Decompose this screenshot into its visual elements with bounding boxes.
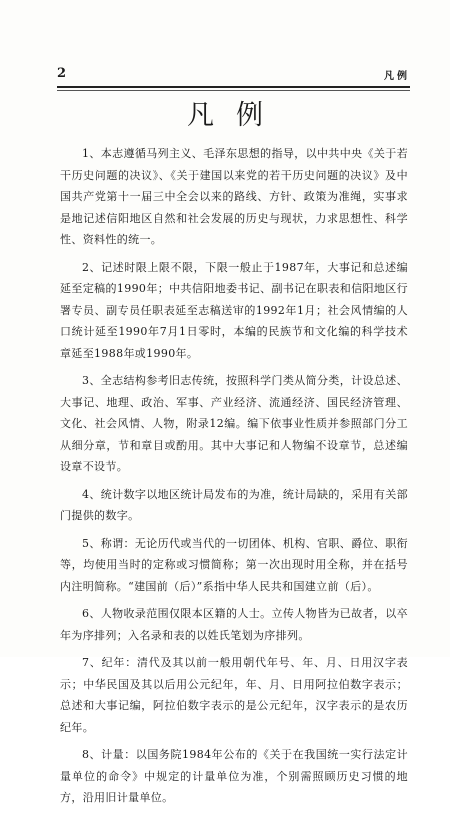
page-title: 凡例: [187, 100, 285, 131]
header-rule-thick: [57, 86, 410, 88]
paragraph-6: 6、人物收录范围仅限本区籍的人士。立传人物皆为已故者，以卒年为序排列；入名录和表的以姓氏笔划为序排列。: [60, 607, 408, 642]
document-body: [60, 143, 408, 815]
running-head: 凡例: [384, 71, 410, 82]
page-number: 2: [57, 66, 67, 81]
paragraph-3: 3、全志结构参考旧志传统，按照科学门类从简分类，计设总述、大事记、地理、政治、军事、产业经济、流通经济、国民经济管理、文化、社会风情、人物，附录12编。编下依事业性质并参照部门分工从细分章，节和章目或酌用。其中大事记和人物编不设章节，总述编设章不设节。: [60, 374, 408, 473]
page-header: [57, 66, 410, 84]
paragraph-7: 7、纪年：清代及其以前一般用朝代年号、年、月、日用汉字表示；中华民国及其以后用公元纪年，年、月、日用阿拉伯数字表示；总述和大事记编，阿拉伯数字表示的是公元纪年，汉字表示的是农历纪年。: [60, 656, 408, 734]
paragraph-4: 4、统计数字以地区统计局发布的为准，统计局缺的，采用有关部门提供的数字。: [60, 487, 408, 522]
header-rule-thin: [57, 90, 410, 91]
paragraph-1: 1、本志遵循马列主义、毛泽东思想的指导，以中共中央《关于若干历史问题的决议》、《关于建国以来党的若干历史问题的决议》及中国共产党第十一届三中全会以来的路线、方针、政策为准绳，实事求是地记述信阳地区自然和社会发展的历史与现状，力求思想性、科学性、资料性的统一。: [60, 147, 408, 246]
paragraph-5: 5、称谓：无论历代或当代的一切团体、机构、官职、爵位、职衔等，均使用当时的定称或习惯简称；第一次出现时用全称，并在括号内注明简称。“建国前（后）”系指中华人民共和国建立前（后）。: [60, 536, 408, 593]
paragraph-8: 8、计量：以国务院1984年公布的《关于在我国统一实行法定计量单位的命令》中规定的计量单位为准，个别需照顾历史习惯的地方，沿用旧计量单位。: [60, 748, 408, 804]
paragraph-2: 2、记述时限上限不限，下限一般止于1987年，大事记和总述编延至定稿的1990年；中共信阳地委书记、副书记在职表和信阳地区行署专员、副专员任职表延至志稿送审的1992年1月；社会风情编的人口统计延至1990年7月1日零时，本编的民族节和文化编的科学技术章延至1988年或1990年。: [60, 260, 408, 360]
